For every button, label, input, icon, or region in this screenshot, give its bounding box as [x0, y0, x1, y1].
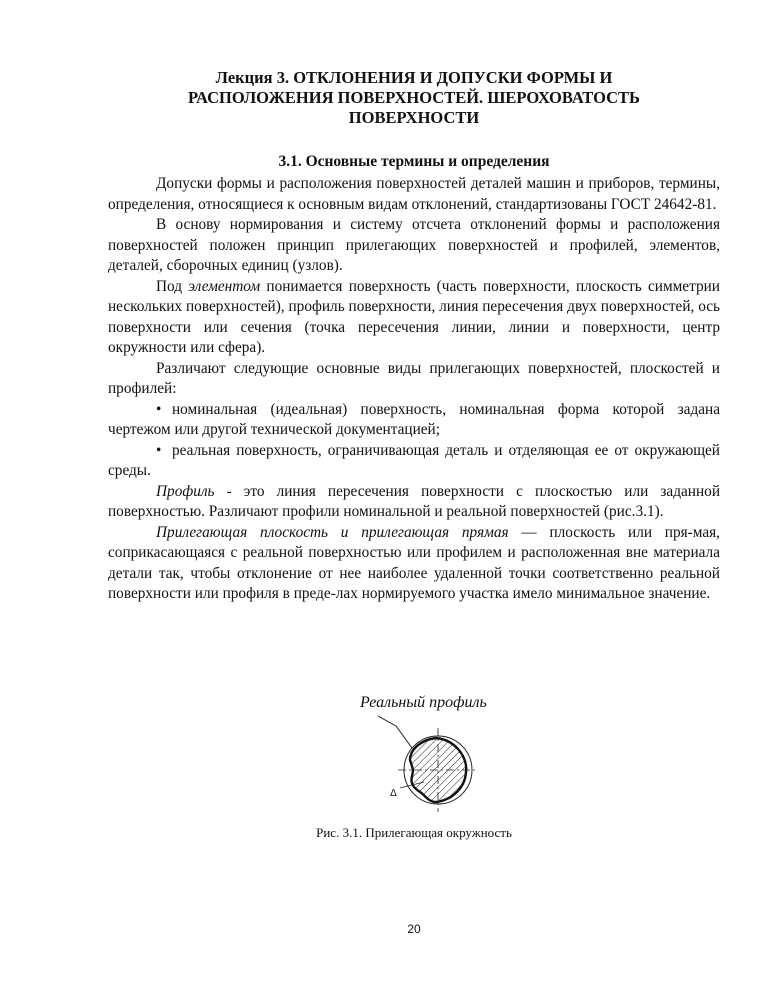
term-profile: Профиль [156, 482, 215, 500]
bullet-item-1-text: номинальная (идеальная) поверхность, номинальная форма которой задана чертежом или другой технической документацией; [108, 400, 720, 438]
paragraph-1: Допуски формы и расположения поверхностей деталей машин и приборов, термины, определения, относящиеся к основным видам отклонений, стандартизованы ГОСТ 24642-81. [108, 175, 720, 213]
leader-line [378, 716, 412, 748]
paragraph-2: В основу нормирования и систему отсчета отклонений формы и расположения поверхностей положен принцип прилегающих поверхностей и профилей, элементов, деталей, сборочных единиц (узлов). [108, 216, 720, 274]
section-heading: 3.1. Основные термины и определения [278, 153, 550, 170]
bullet-icon: • [156, 441, 162, 459]
figure-caption: Рис. 3.1. Прилегающая окружность [316, 825, 512, 840]
bullet-item-2-text: реальная поверхность, ограничивающая деталь и отделяющая ее от окружающей среды. [108, 441, 720, 479]
bullet-item-2 [108, 441, 720, 482]
page-number: 20 [407, 922, 421, 936]
bullet-item-1 [108, 400, 720, 441]
bullet-icon: • [156, 400, 162, 418]
paragraph-4: Различают следующие основные виды прилегающих поверхностей, плоскостей и профилей: [108, 359, 720, 397]
term-element: элементом [188, 277, 261, 295]
paragraph-6 [108, 523, 720, 605]
body-text [108, 174, 720, 605]
lecture-title [108, 68, 720, 128]
term-adjacent-plane: Прилегающая плоскость и прилегающая прямая [156, 523, 509, 541]
paragraph-5 [108, 482, 720, 523]
paragraph-5-rest: - это линия пересечения поверхности с плоскостью или заданной поверхностью. Различают профили номинальной и реальной поверхностей (рис.3.1). [108, 482, 720, 520]
title-line-3: ПОВЕРХНОСТИ [348, 108, 480, 127]
title-line-1: Лекция 3. ОТКЛОНЕНИЯ И ДОПУСКИ ФОРМЫ И [215, 68, 613, 87]
figure-label: Реальный профиль [360, 694, 487, 711]
paragraph-3-lead: Под [156, 277, 189, 295]
figure-adjacent-circle [340, 708, 510, 828]
paragraph-3-rest: понимается поверхность (часть поверхности, плоскость симметрии нескольких поверхностей), профиль поверхности, линия пересечения двух поверхностей, ось поверхности или сечения (точка пересечения линии, линии и поверхности, центр окружности или сфера). [108, 277, 720, 356]
title-line-2: РАСПОЛОЖЕНИЯ ПОВЕРХНОСТЕЙ. ШЕРОХОВАТОСТЬ [188, 88, 640, 107]
deviation-mark: Δ [390, 788, 397, 799]
paragraph-3 [108, 277, 720, 359]
paragraph-6-rest: — плоскость или пря-мая, соприкасающаяся с реальной поверхностью или профилем и расположенная вне материала детали так, чтобы отклонение от нее наиболее удаленной точки соответственно реальной поверхности или профиля в преде-лах нормируемого участка имело минимальное значение. [108, 523, 720, 602]
